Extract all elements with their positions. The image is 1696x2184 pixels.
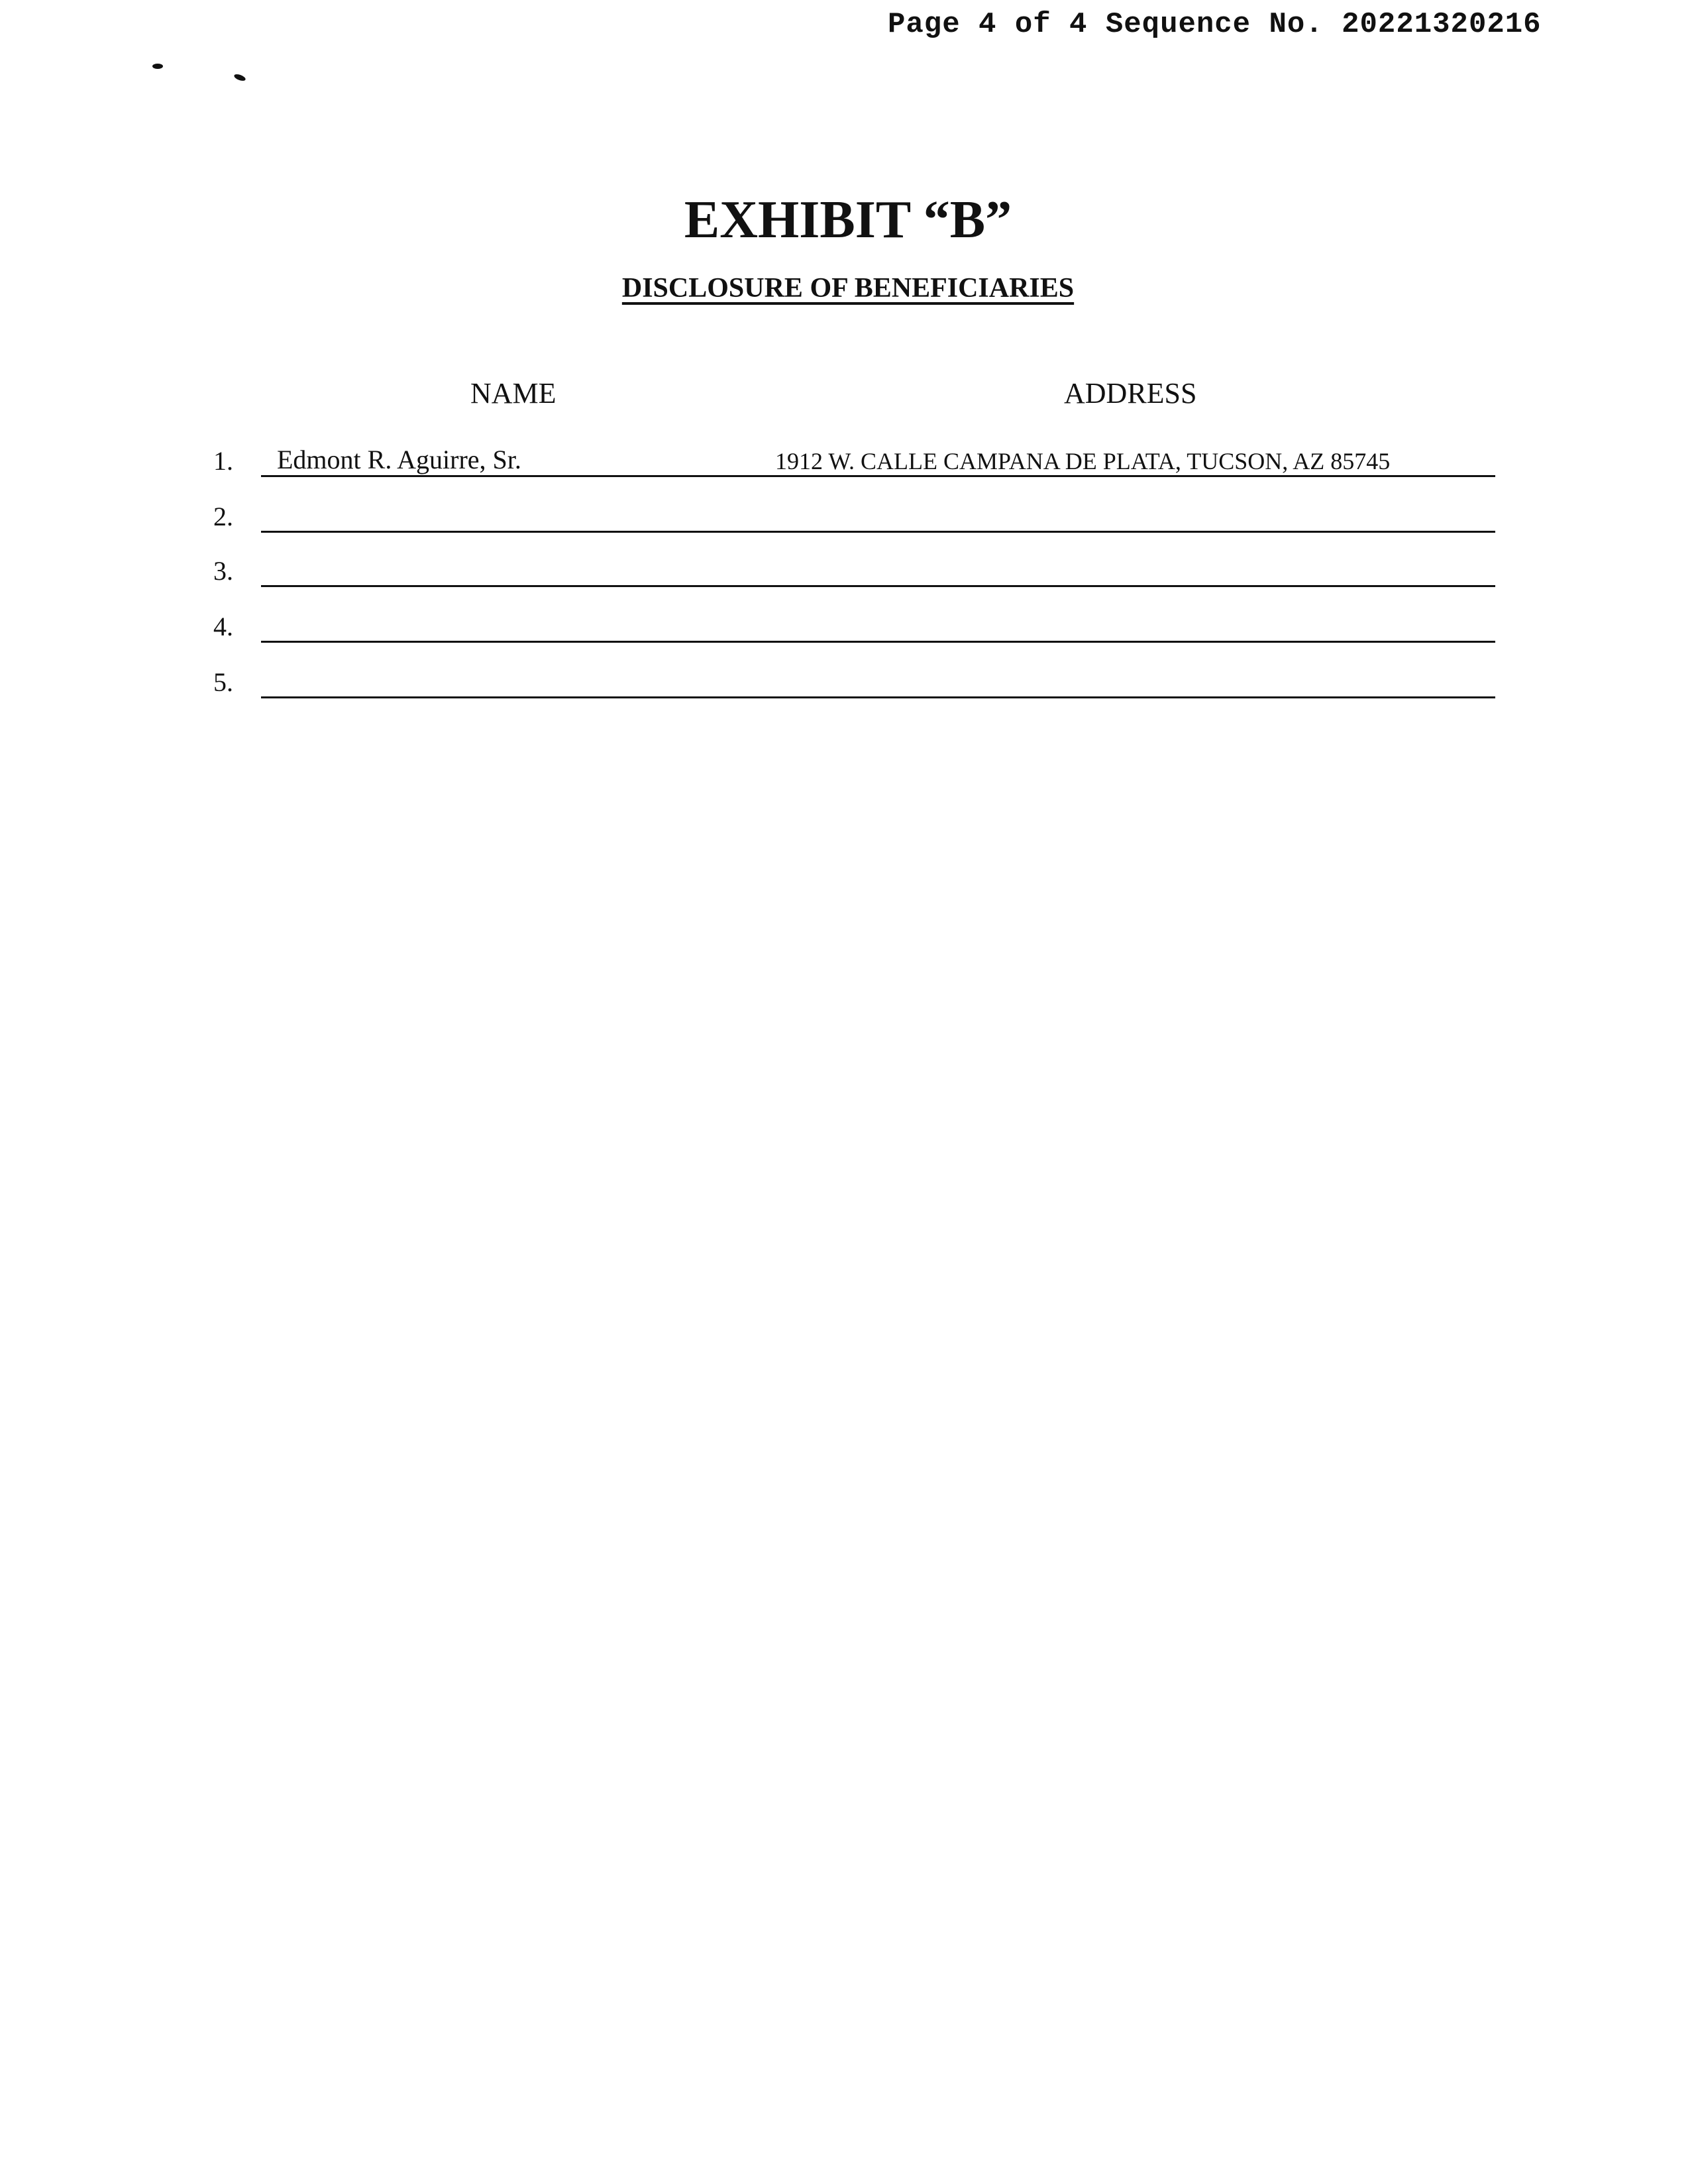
row-number: 4. [213,612,233,641]
row-number: 3. [213,556,233,586]
beneficiary-row [0,436,1696,482]
beneficiary-row [0,492,1696,538]
exhibit-title: EXHIBIT “B” [684,191,1012,249]
beneficiary-row [0,657,1696,704]
page-sequence-header: Page 4 of 4 Sequence No. 20221320216 [888,8,1542,41]
beneficiary-row [0,546,1696,592]
subtitle-text: DISCLOSURE OF BENEFICIARIES [621,273,1075,303]
row-underline [261,475,1495,477]
exhibit-subtitle [0,274,1696,302]
beneficiary-name: Edmont R. Aguirre, Sr. [277,445,521,474]
beneficiary-address: 1912 W. CALLE CAMPANA DE PLATA, TUCSON, AZ 85745 [775,448,1391,474]
row-underline [261,531,1495,533]
beneficiary-row [0,602,1696,648]
row-number: 5. [213,667,233,697]
column-header-name: NAME [470,377,556,410]
scan-speck [233,73,246,82]
row-number: 1. [213,446,233,476]
column-header-address: ADDRESS [1064,377,1197,410]
scan-specks [0,0,265,106]
row-number: 2. [213,502,233,531]
row-underline [261,641,1495,643]
scan-speck [152,64,163,69]
row-underline [261,585,1495,587]
row-underline [261,696,1495,698]
